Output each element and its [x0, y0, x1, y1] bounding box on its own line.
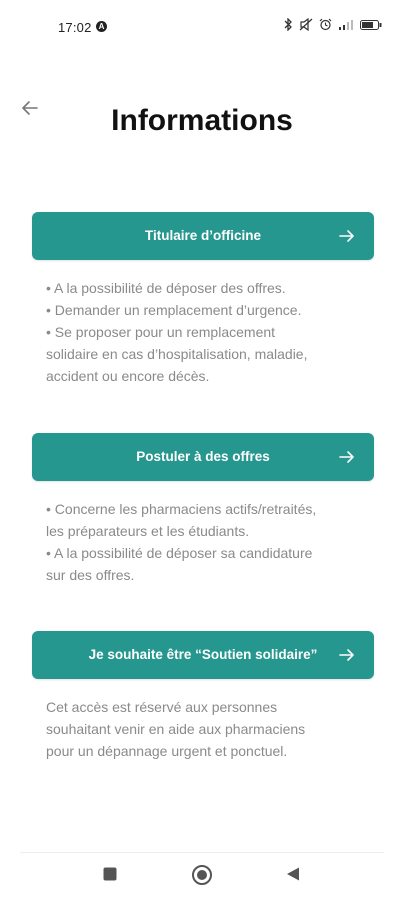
description-line: souhaitant venir en aide aux pharmaciens — [46, 721, 306, 737]
titulaire-officine-description — [46, 277, 366, 387]
postuler-offres-button[interactable] — [32, 433, 374, 481]
arrow-right-icon — [338, 448, 356, 466]
titulaire-officine-label: Titulaire d’officine — [144, 228, 261, 243]
home-button[interactable] — [191, 864, 213, 891]
battery-icon — [360, 19, 382, 31]
postuler-offres-label: Postuler à des offres — [136, 449, 270, 464]
notification-a-icon: A — [96, 21, 107, 32]
page-title: Informations — [111, 104, 293, 137]
bluetooth-icon — [283, 18, 293, 31]
system-nav-bar — [0, 852, 404, 900]
status-bar — [0, 0, 404, 48]
description-line: les préparateurs et les étudiants. — [46, 523, 250, 539]
description-line: sur des offres. — [46, 567, 135, 583]
description-line: • A la possibilité de déposer sa candidature — [46, 545, 313, 561]
description-line: • Concerne les pharmaciens actifs/retraités, — [46, 501, 317, 517]
arrow-right-icon — [338, 646, 356, 664]
soutien-solidaire-button[interactable] — [32, 631, 374, 679]
signal-icon — [338, 19, 354, 31]
description-line: • Demander un remplacement d’urgence. — [46, 302, 302, 318]
recents-square-icon — [102, 866, 118, 882]
postuler-offres-description — [46, 498, 366, 586]
soutien-solidaire-description — [46, 696, 366, 762]
home-circle-icon — [191, 864, 213, 886]
description-line: accident ou encore décès. — [46, 368, 210, 384]
description-line: pour un dépannage urgent et ponctuel. — [46, 743, 288, 759]
titulaire-officine-button[interactable] — [32, 212, 374, 260]
status-icons — [283, 18, 382, 31]
alarm-icon — [319, 18, 332, 31]
recents-button[interactable] — [102, 866, 118, 887]
arrow-right-icon — [338, 227, 356, 245]
soutien-solidaire-label: Je souhaite être “Soutien solidaire” — [88, 647, 318, 662]
description-line: Cet accès est réservé aux personnes — [46, 699, 278, 715]
status-time: 17:02 — [58, 20, 92, 35]
back-triangle-icon — [285, 866, 301, 882]
description-line: • A la possibilité de déposer des offres. — [46, 280, 286, 296]
mute-icon — [299, 18, 313, 31]
description-line: • Se proposer pour un remplacement — [46, 324, 276, 340]
description-line: solidaire en cas d’hospitalisation, maladie, — [46, 346, 308, 362]
nav-back-button[interactable] — [285, 866, 301, 887]
